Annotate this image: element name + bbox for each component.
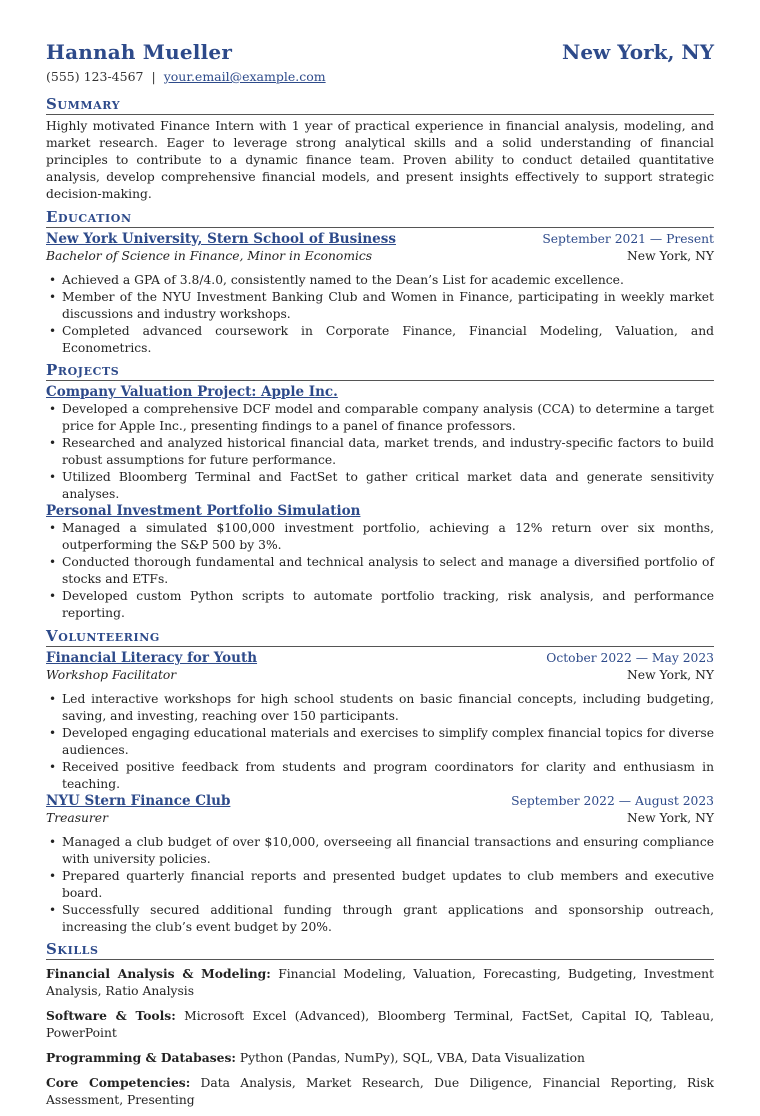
- contact-line: [46, 69, 326, 84]
- project-entry: [46, 384, 714, 503]
- list-item: • Received positive feedback from students and program coordinators for clarity and enthusiasm in teaching.: [62, 759, 714, 793]
- volunteer-entry: [46, 793, 714, 936]
- summary-text: Highly motivated Finance Intern with 1 year of practical experience in financial analysis, modeling, and market research. Eager to leverage strong analytical skills and a solid understanding of financial principles to contribute to a dynamic finance team. Proven ability to conduct detailed quantitative analysis, develop comprehensive financial models, and present insights effectively to support strategic decision-making.: [46, 119, 714, 201]
- organization-name[interactable]: Financial Literacy for Youth: [46, 650, 258, 666]
- section-title-summary: Summary: [46, 96, 714, 115]
- project-name[interactable]: Company Valuation Project: Apple Inc.: [46, 384, 338, 400]
- volunteer-entry: [46, 650, 714, 793]
- volunteer-sub: [46, 668, 714, 686]
- list-item: • Developed a comprehensive DCF model and comparable company analysis (CCA) to determine a target price for Apple Inc., presenting findings to a panel of finance professors.: [62, 401, 714, 435]
- candidate-name: Hannah Mueller: [46, 40, 233, 64]
- education-entry: [46, 231, 714, 357]
- skill-row: [46, 1049, 714, 1067]
- list-item: • Prepared quarterly financial reports and presented budget updates to club members and executive board.: [62, 868, 714, 902]
- phone-number: (555) 123-4567: [46, 69, 144, 84]
- project-bullets: [46, 401, 714, 503]
- volunteer-dates: September 2022 — August 2023: [511, 794, 714, 808]
- organization-name[interactable]: NYU Stern Finance Club: [46, 793, 231, 809]
- skill-label: Financial Analysis & Modeling:: [46, 966, 271, 981]
- skill-value: Microsoft Excel (Advanced), Bloomberg Terminal, FactSet, Capital IQ, Tableau, PowerPoint: [46, 1009, 714, 1040]
- list-item: • Conducted thorough fundamental and technical analysis to select and manage a diversified portfolio of stocks and ETFs.: [62, 554, 714, 588]
- list-item: • Managed a simulated $100,000 investment portfolio, achieving a 12% return over six months, outperforming the S&P 500 by 3%.: [62, 520, 714, 554]
- list-item: • Researched and analyzed historical financial data, market trends, and industry-specific factors to build robust assumptions for future performance.: [62, 435, 714, 469]
- volunteer-role: Workshop Facilitator: [46, 668, 177, 682]
- education-entry-sub: [46, 249, 714, 267]
- skill-value: Financial Modeling, Valuation, Forecasting, Budgeting, Investment Analysis, Ratio Analysis: [46, 967, 714, 998]
- skill-label: Software & Tools:: [46, 1008, 176, 1023]
- list-item: • Successfully secured additional funding through grant applications and sponsorship outreach, increasing the club’s event budget by 20%.: [62, 902, 714, 936]
- list-item: • Completed advanced coursework in Corporate Finance, Financial Modeling, Valuation, and Econometrics.: [62, 323, 714, 357]
- volunteer-sub: [46, 811, 714, 829]
- skill-row: [46, 1007, 714, 1042]
- education-bullets: [46, 272, 714, 357]
- section-title-projects: Projects: [46, 362, 714, 381]
- skill-value: Python (Pandas, NumPy), SQL, VBA, Data Visualization: [239, 1051, 585, 1065]
- skill-value: Data Analysis, Market Research, Due Diligence, Financial Reporting, Risk Assessment, Presenting: [46, 1076, 714, 1107]
- resume-header: [46, 0, 714, 90]
- volunteer-dates: October 2022 — May 2023: [546, 651, 714, 665]
- education-dates: September 2021 — Present: [542, 232, 714, 246]
- section-title-volunteering: Volunteering: [46, 628, 714, 647]
- volunteer-bullets: [46, 834, 714, 936]
- list-item: • Developed custom Python scripts to automate portfolio tracking, risk analysis, and performance reporting.: [62, 588, 714, 622]
- project-bullets: [46, 520, 714, 622]
- education-section: [46, 209, 714, 357]
- project-header: [46, 503, 714, 520]
- volunteer-location: New York, NY: [627, 811, 714, 825]
- skills-section: [46, 941, 714, 1109]
- volunteering-section: [46, 628, 714, 936]
- skill-label: Core Competencies:: [46, 1075, 191, 1090]
- skill-row: [46, 1074, 714, 1109]
- list-item: • Developed engaging educational materials and exercises to simplify complex financial topics for diverse audiences.: [62, 725, 714, 759]
- section-title-education: Education: [46, 209, 714, 228]
- email-link[interactable]: your.email@example.com: [163, 69, 326, 84]
- volunteer-bullets: [46, 691, 714, 793]
- volunteer-role: Treasurer: [46, 811, 108, 825]
- school-name[interactable]: New York University, Stern School of Business: [46, 231, 396, 247]
- section-title-skills: Skills: [46, 941, 714, 960]
- skill-row: [46, 965, 714, 1000]
- list-item: • Managed a club budget of over $10,000, overseeing all financial transactions and ensuring compliance with university policies.: [62, 834, 714, 868]
- list-item: • Utilized Bloomberg Terminal and FactSet to gather critical market data and generate sensitivity analyses.: [62, 469, 714, 503]
- project-entry: [46, 503, 714, 622]
- volunteer-location: New York, NY: [627, 668, 714, 682]
- degree: Bachelor of Science in Finance, Minor in Economics: [46, 249, 373, 263]
- project-header: [46, 384, 714, 401]
- skill-label: Programming & Databases:: [46, 1050, 236, 1065]
- volunteer-header: [46, 793, 714, 811]
- education-entry-header: [46, 231, 714, 249]
- education-location: New York, NY: [627, 249, 714, 263]
- resume-page: [46, 0, 714, 1116]
- project-name[interactable]: Personal Investment Portfolio Simulation: [46, 503, 361, 519]
- list-item: • Led interactive workshops for high school students on basic financial concepts, including budgeting, saving, and investing, reaching over 150 participants.: [62, 691, 714, 725]
- volunteer-header: [46, 650, 714, 668]
- projects-section: [46, 362, 714, 622]
- list-item: • Member of the NYU Investment Banking Club and Women in Finance, participating in weekly market discussions and industry workshops.: [62, 289, 714, 323]
- contact-separator: |: [151, 69, 156, 84]
- summary-section: [46, 96, 714, 203]
- list-item: • Achieved a GPA of 3.8/4.0, consistently named to the Dean’s List for academic excellence.: [62, 272, 714, 289]
- candidate-location: New York, NY: [562, 40, 714, 64]
